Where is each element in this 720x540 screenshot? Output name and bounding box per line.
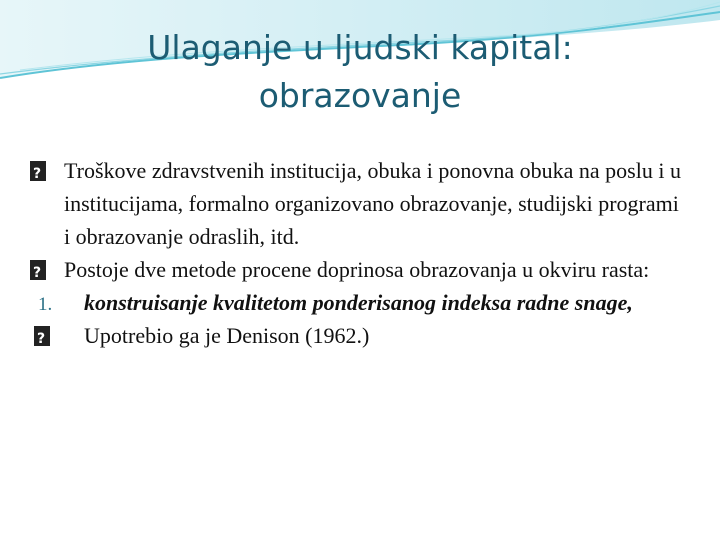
bullet-text: Troškove zdravstvenih institucija, obuka i ponovna obuka na poslu i u institucijama, formalno organizovano obrazovanje, studijski programi i obrazovanje odraslih, itd. <box>64 158 681 249</box>
numbered-item-text: konstruisanje kvalitetom ponderisanog indeksa radne snage, <box>84 290 633 315</box>
slide-title-line-1: Ulaganje u ljudski kapital: <box>147 28 573 67</box>
bullet-text: Upotrebio ga je Denison (1962.) <box>84 323 370 348</box>
slide-title <box>0 24 720 120</box>
numbered-item <box>28 286 688 319</box>
missing-glyph-bullet-icon <box>30 260 46 280</box>
bullet-text: Postoje dve metode procene doprinosa obrazovanja u okviru rasta: <box>64 257 650 282</box>
missing-glyph-bullet-icon <box>34 326 50 346</box>
missing-glyph-bullet-icon <box>30 161 46 181</box>
slide-title-line-2: obrazovanje <box>258 76 462 115</box>
slide-body <box>28 154 688 352</box>
list-number: 1. <box>38 294 53 315</box>
bullet-item <box>28 319 688 352</box>
bullet-item <box>28 154 688 253</box>
bullet-item <box>28 253 688 286</box>
